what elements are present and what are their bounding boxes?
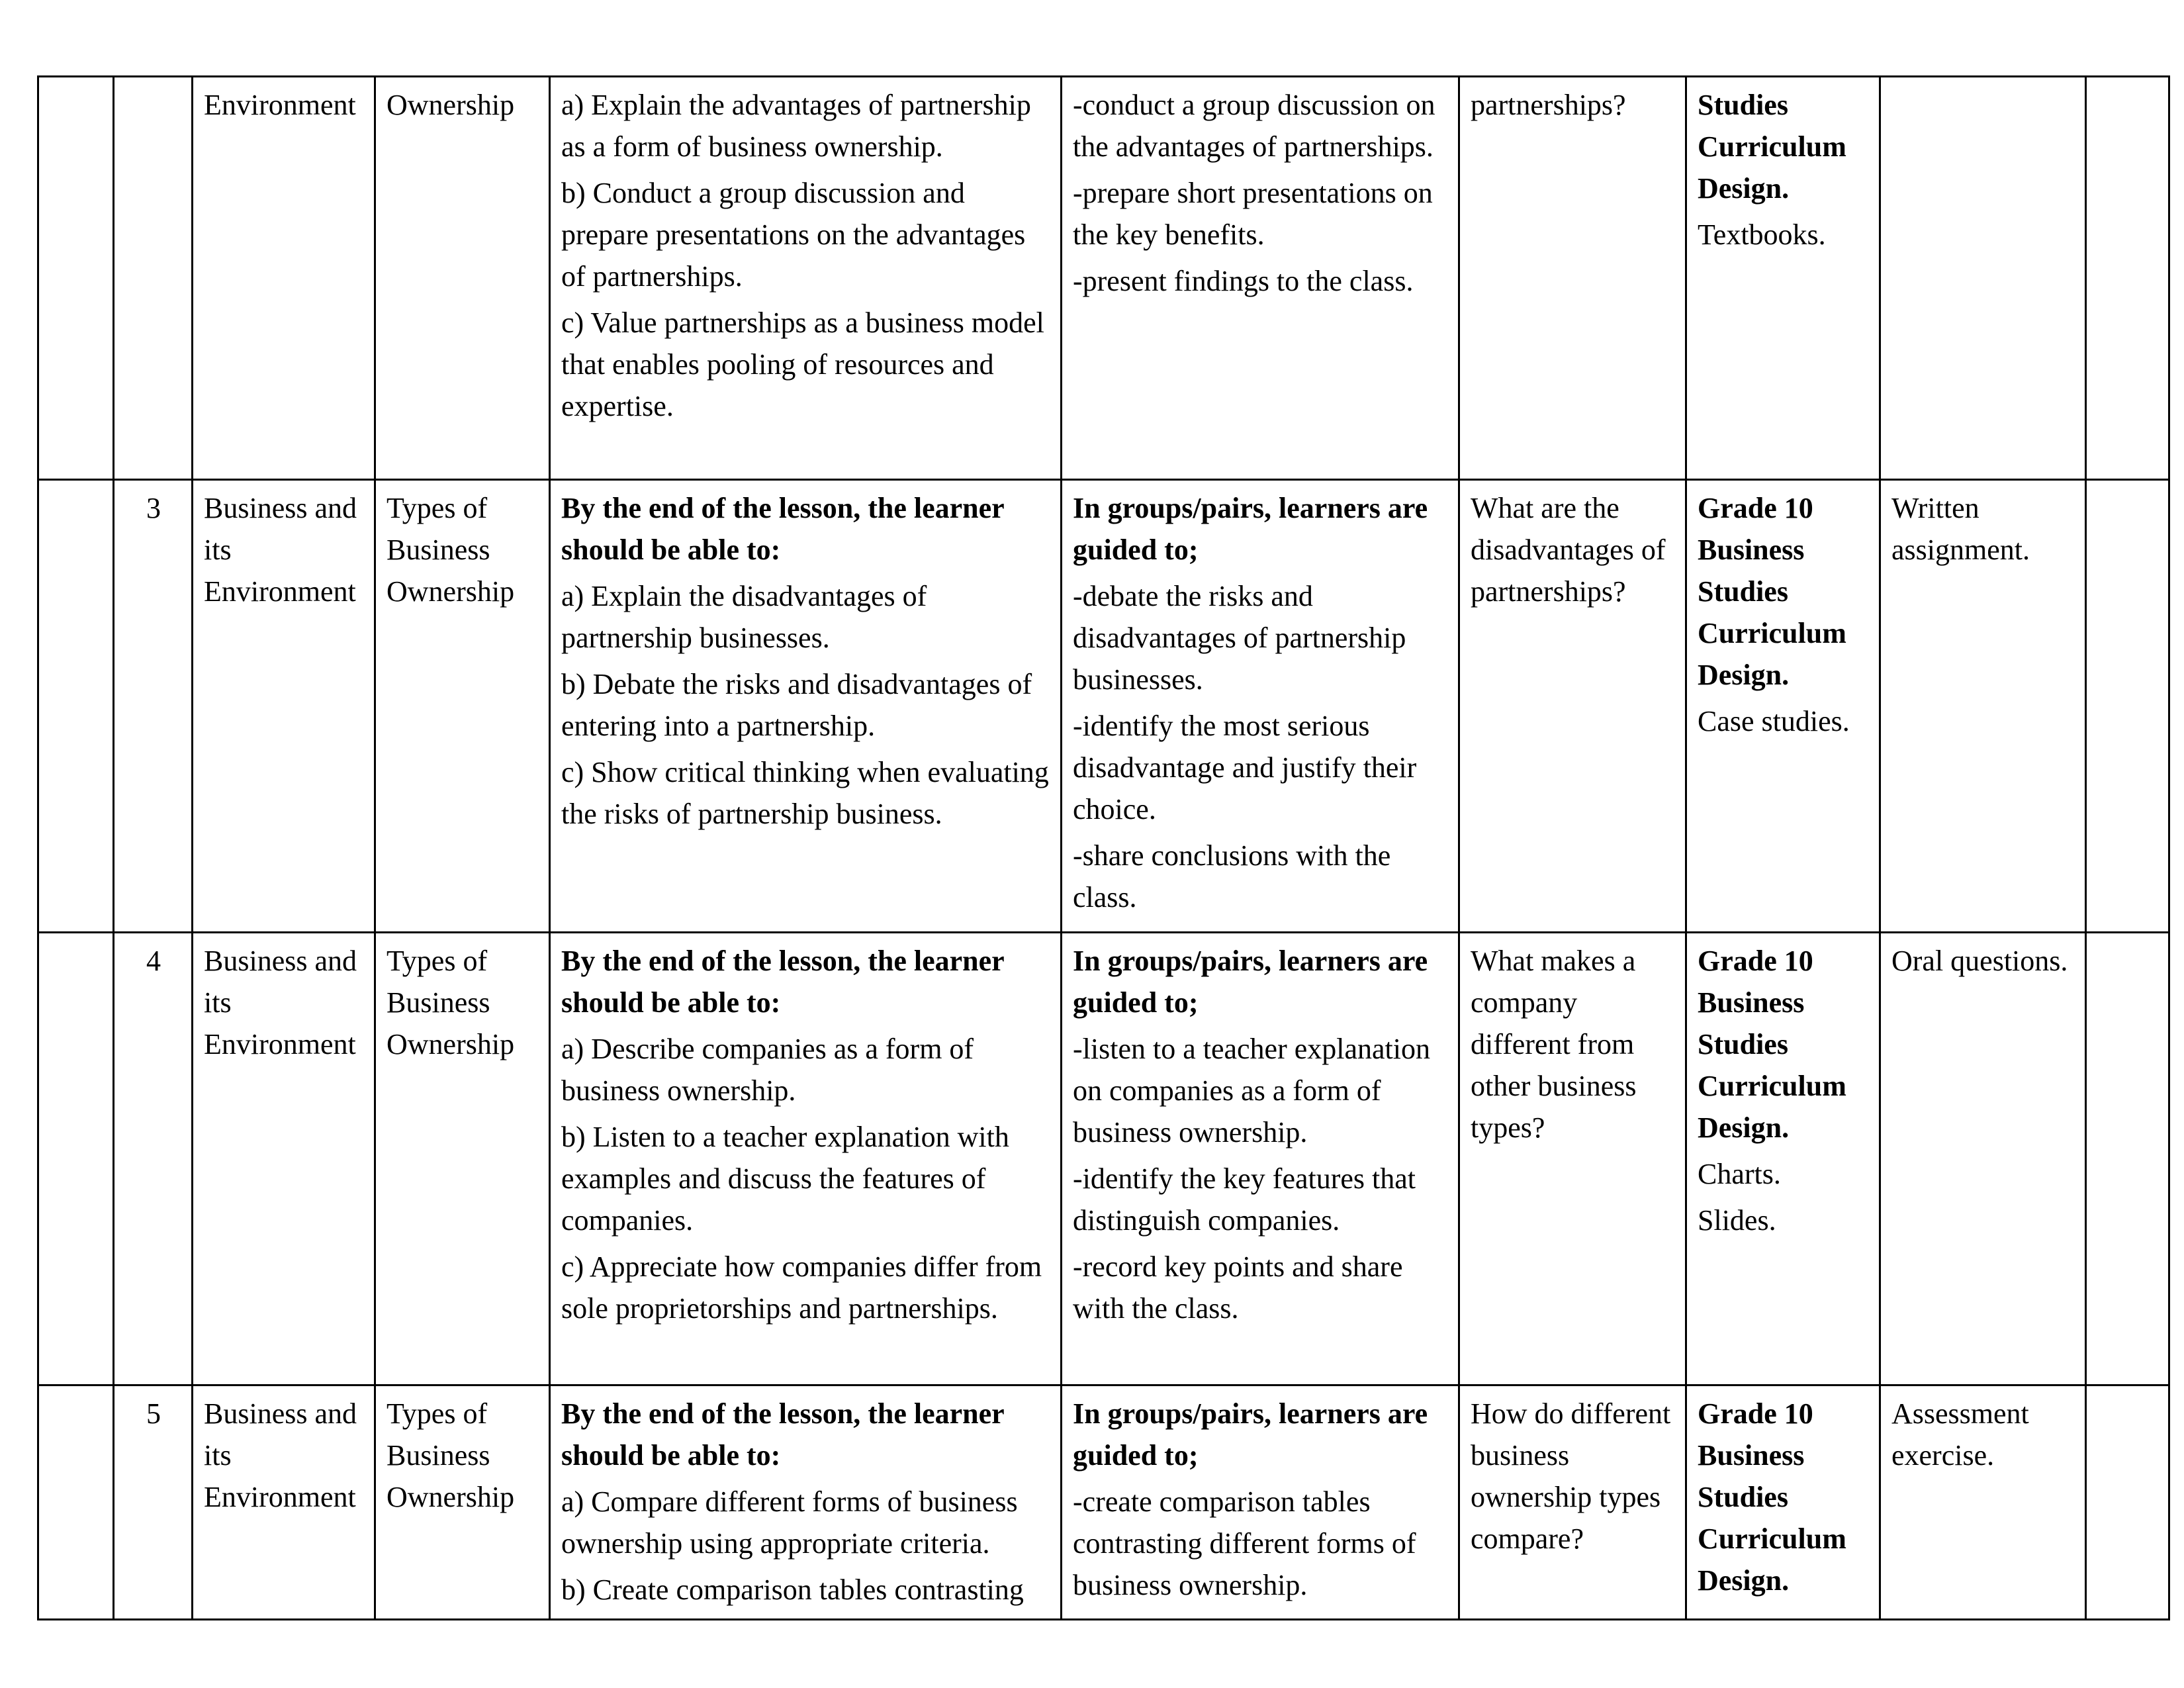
week-cell — [38, 480, 114, 933]
learning-outcomes-cell — [550, 480, 1062, 933]
table-row — [38, 933, 2169, 1385]
sub-strand-cell: Types of Business Ownership — [375, 933, 550, 1385]
experience-item: -share conclusions with the class. — [1073, 839, 1391, 914]
assessment-cell: Oral questions. — [1880, 933, 2086, 1385]
learning-outcomes-cell — [550, 77, 1062, 480]
outcomes-heading: By the end of the lesson, the learner should be able to: — [561, 492, 1004, 566]
experience-item: -debate the risks and disadvantages of partnership businesses. — [1073, 580, 1406, 696]
assessment-cell: Written assignment. — [1880, 480, 2086, 933]
resources-cell — [1686, 1385, 1880, 1620]
reflection-cell — [2086, 1385, 2169, 1620]
experiences-heading: In groups/pairs, learners are guided to; — [1073, 492, 1428, 566]
resource-item: Textbooks. — [1698, 218, 1826, 251]
sub-strand-cell: Types of Business Ownership — [375, 1385, 550, 1620]
lesson-cell: 4 — [114, 933, 193, 1385]
table-row — [38, 1385, 2169, 1620]
outcome-item: b) Listen to a teacher explanation with examples and discuss the features of companies. — [561, 1121, 1009, 1237]
experiences-heading: In groups/pairs, learners are guided to; — [1073, 945, 1428, 1019]
experience-item: -listen to a teacher explanation on companies as a form of business ownership. — [1073, 1033, 1430, 1149]
week-cell — [38, 77, 114, 480]
resources-cell — [1686, 77, 1880, 480]
outcome-item: b) Debate the risks and disadvantages of entering into a partnership. — [561, 668, 1032, 742]
table-row — [38, 480, 2169, 933]
learning-experiences-cell — [1062, 933, 1459, 1385]
assessment-cell — [1880, 77, 2086, 480]
experience-item: -identify the most serious disadvantage and justify their choice. — [1073, 710, 1417, 825]
strand-cell: Business and its Environment — [193, 1385, 375, 1620]
outcome-item: a) Explain the advantages of partnership as a form of business ownership. — [561, 89, 1031, 163]
experience-item: -conduct a group discussion on the advantages of partnerships. — [1073, 89, 1435, 163]
scheme-of-work-table — [37, 75, 2170, 1620]
inquiry-question-cell: How do different business ownership types compare? — [1459, 1385, 1686, 1620]
experience-item: -create comparison tables contrasting different forms of business ownership. — [1073, 1485, 1416, 1601]
outcome-item: c) Value partnerships as a business model that enables pooling of resources and expertise. — [561, 306, 1044, 422]
sub-strand-cell: Ownership — [375, 77, 550, 480]
experience-item: -record key points and share with the class. — [1073, 1250, 1403, 1325]
outcome-item: a) Compare different forms of business ownership using appropriate criteria. — [561, 1485, 1018, 1560]
outcomes-heading: By the end of the lesson, the learner should be able to: — [561, 1397, 1004, 1472]
outcomes-heading: By the end of the lesson, the learner should be able to: — [561, 945, 1004, 1019]
reflection-cell — [2086, 480, 2169, 933]
week-cell — [38, 933, 114, 1385]
learning-outcomes-cell — [550, 1385, 1062, 1620]
resources-curriculum-design: Grade 10 Business Studies Curriculum Design. — [1698, 492, 1846, 691]
resource-item: Case studies. — [1698, 705, 1850, 737]
resource-item: Slides. — [1698, 1204, 1776, 1237]
inquiry-question-cell: What are the disadvantages of partnerships? — [1459, 480, 1686, 933]
learning-experiences-cell — [1062, 1385, 1459, 1620]
inquiry-question-cell: partnerships? — [1459, 77, 1686, 480]
lesson-cell: 5 — [114, 1385, 193, 1620]
learning-outcomes-cell — [550, 933, 1062, 1385]
learning-experiences-cell — [1062, 77, 1459, 480]
outcome-item: c) Show critical thinking when evaluating the risks of partnership business. — [561, 756, 1049, 830]
experience-item: -prepare short presentations on the key benefits. — [1073, 177, 1433, 251]
week-cell — [38, 1385, 114, 1620]
strand-cell: Business and its Environment — [193, 480, 375, 933]
experience-item: -identify the key features that distinguish companies. — [1073, 1162, 1416, 1237]
resources-curriculum-design: Grade 10 Business Studies Curriculum Design. — [1698, 1397, 1846, 1597]
assessment-cell: Assessment exercise. — [1880, 1385, 2086, 1620]
experience-item: -present findings to the class. — [1073, 265, 1414, 297]
reflection-cell — [2086, 933, 2169, 1385]
inquiry-question-cell: What makes a company different from other business types? — [1459, 933, 1686, 1385]
outcome-item: c) Appreciate how companies differ from sole proprietorships and partnerships. — [561, 1250, 1042, 1325]
strand-cell: Business and its Environment — [193, 933, 375, 1385]
outcome-item: b) Conduct a group discussion and prepare presentations on the advantages of partnerships. — [561, 177, 1026, 293]
table-row — [38, 77, 2169, 480]
lesson-cell — [114, 77, 193, 480]
lesson-cell: 3 — [114, 480, 193, 933]
resource-item: Charts. — [1698, 1158, 1781, 1190]
resources-curriculum-design: Studies Curriculum Design. — [1698, 89, 1846, 205]
learning-experiences-cell — [1062, 480, 1459, 933]
strand-cell: Environment — [193, 77, 375, 480]
resources-cell — [1686, 933, 1880, 1385]
outcome-item: a) Explain the disadvantages of partnership businesses. — [561, 580, 927, 654]
resources-cell — [1686, 480, 1880, 933]
experiences-heading: In groups/pairs, learners are guided to; — [1073, 1397, 1428, 1472]
resources-curriculum-design: Grade 10 Business Studies Curriculum Design. — [1698, 945, 1846, 1144]
outcome-item: b) Create comparison tables contrasting — [561, 1573, 1024, 1606]
sub-strand-cell: Types of Business Ownership — [375, 480, 550, 933]
reflection-cell — [2086, 77, 2169, 480]
outcome-item: a) Describe companies as a form of business ownership. — [561, 1033, 974, 1107]
